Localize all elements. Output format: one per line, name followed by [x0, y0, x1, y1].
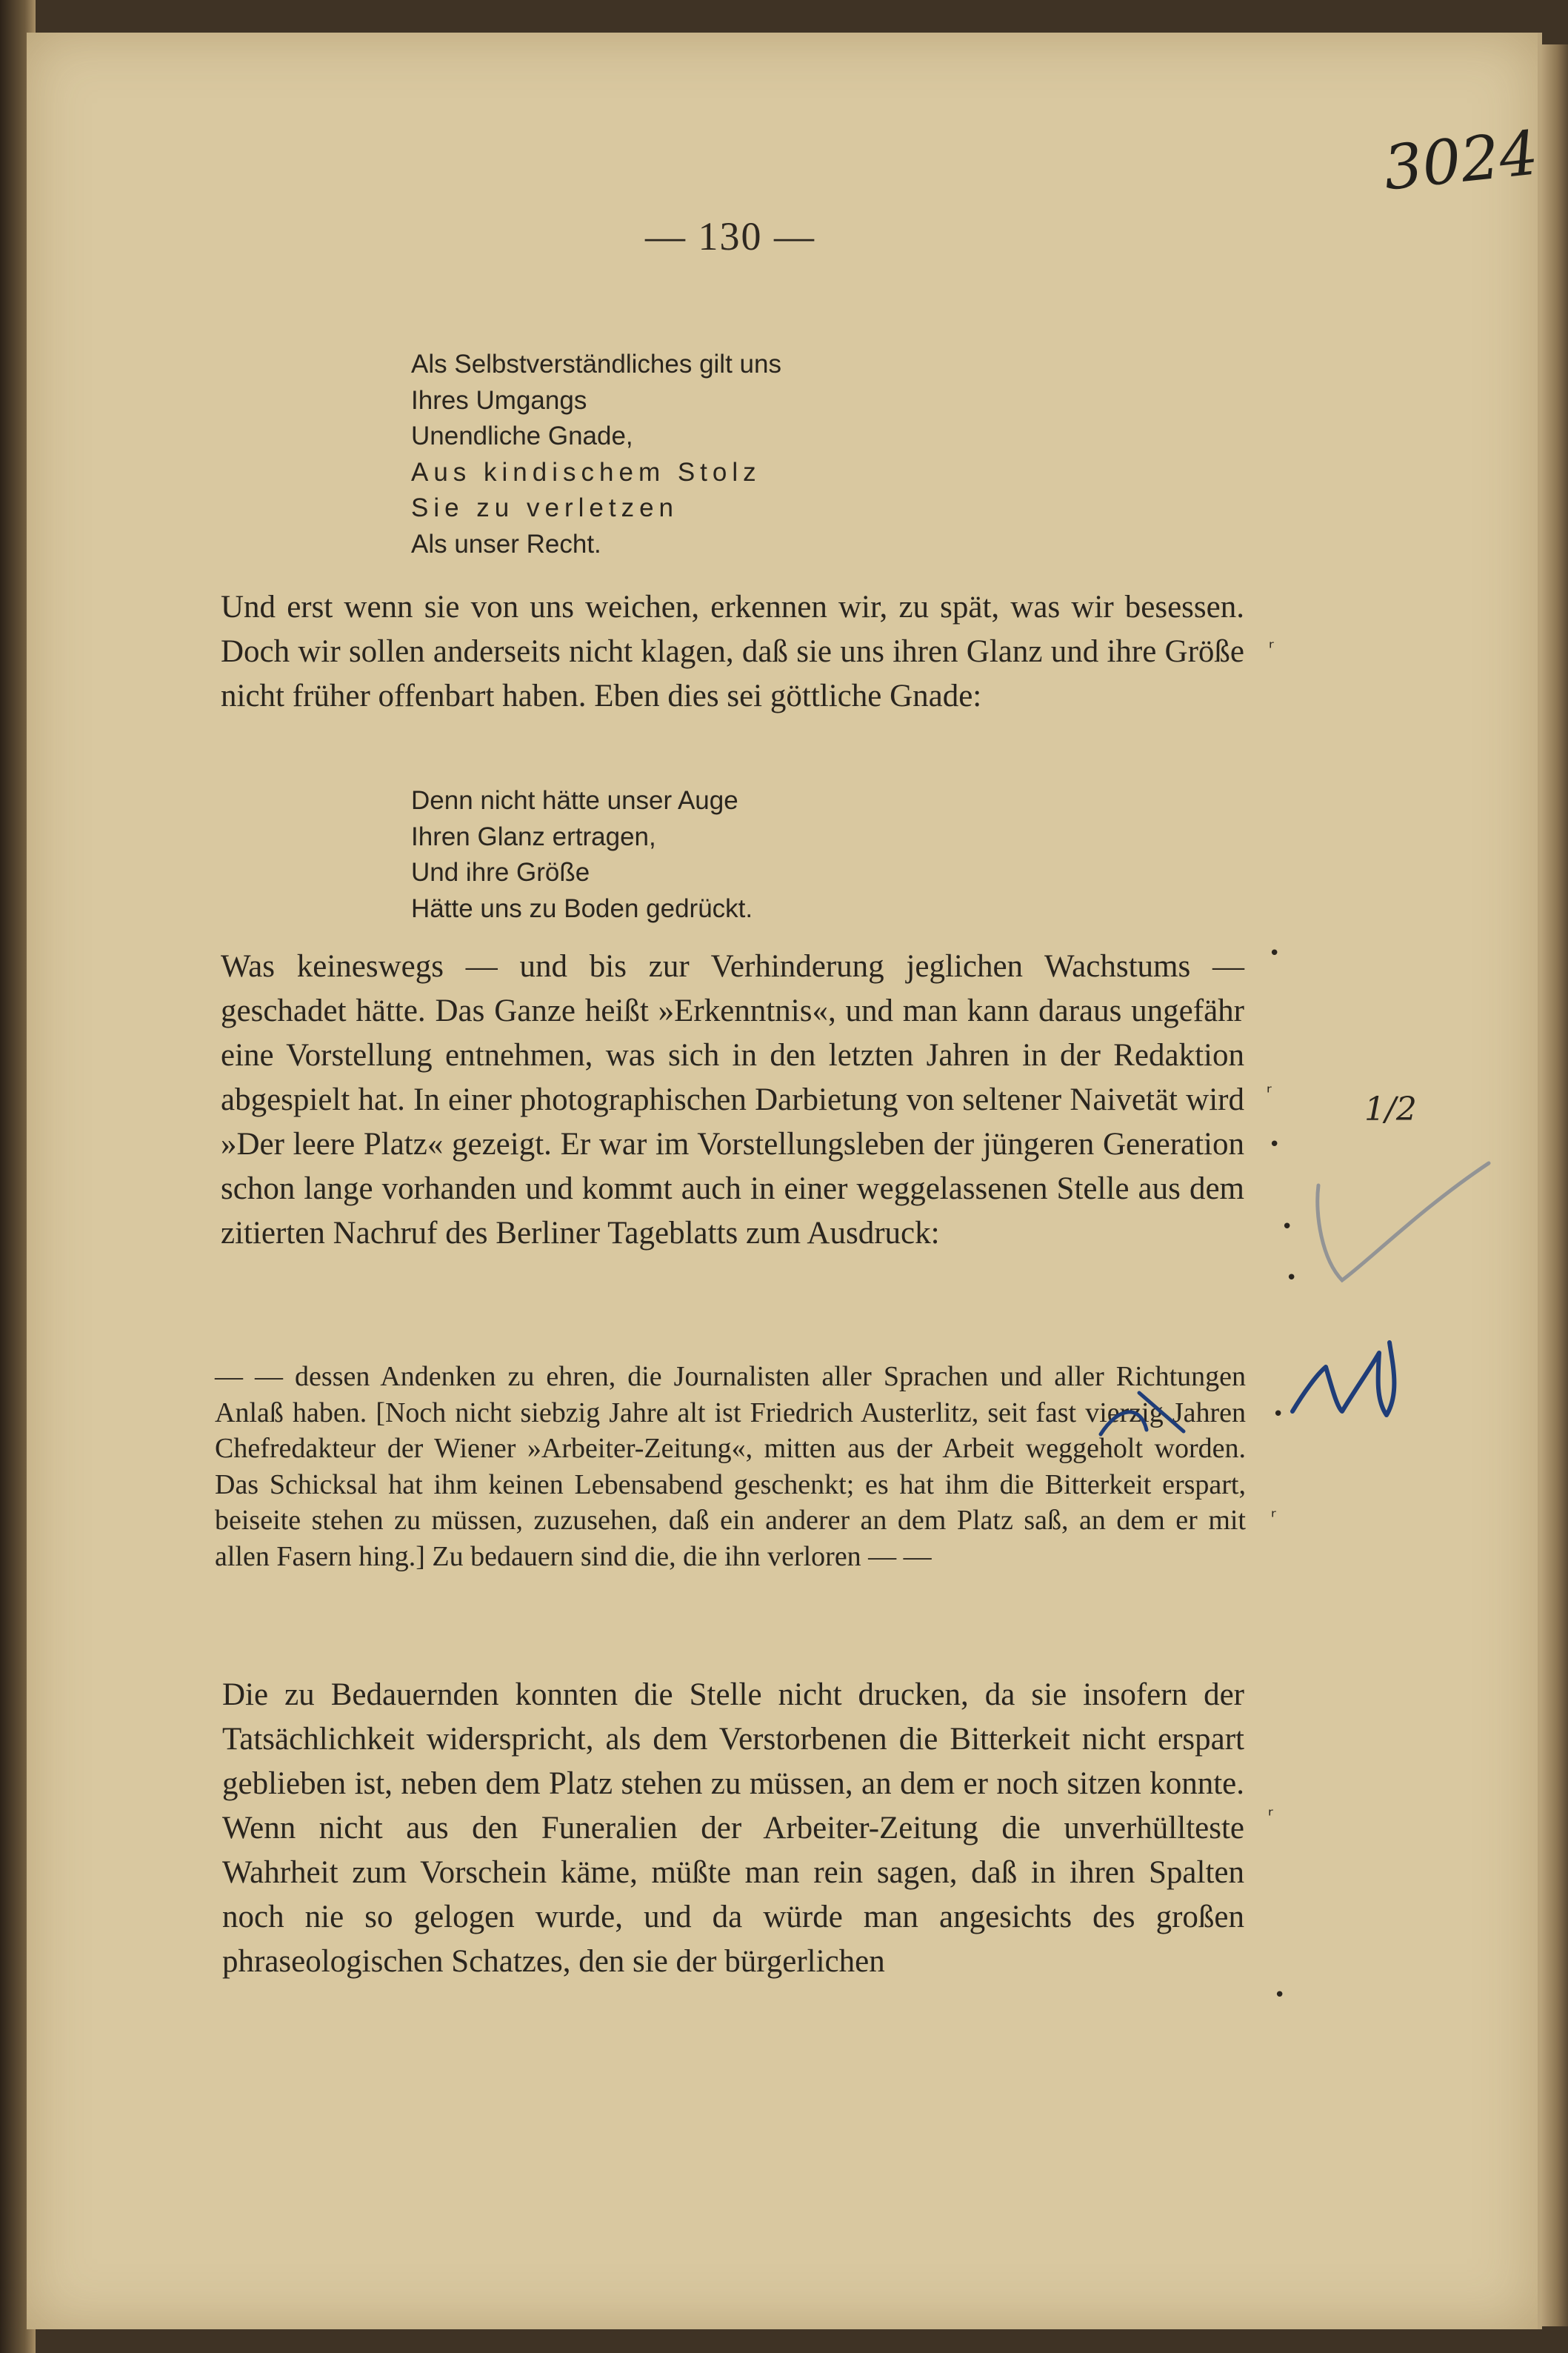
- verse-line: Unendliche Gnade,: [411, 422, 633, 450]
- verse-line: Und ihre Größe: [411, 858, 590, 887]
- handwritten-archive-number: 3024: [1380, 118, 1542, 204]
- margin-dot: •: [1269, 942, 1281, 965]
- verse-line-spaced: Sie zu verletzen: [411, 493, 679, 522]
- verse-line: Ihres Umgangs: [411, 385, 587, 415]
- margin-tick: ʳ: [1269, 637, 1274, 659]
- paragraph-1: Und erst wenn sie von uns weichen, erkennen wir, zu spät, was wir besessen. Doch wir sollen anderseits nicht klagen, daß sie uns ihren Glanz und ihre Größe nicht früher offenbart haben. Eben dies sei göttliche Gnade:: [221, 590, 1244, 713]
- margin-tick: ʳ: [1271, 1506, 1276, 1528]
- verse-line: Als Selbstverständliches gilt uns: [411, 350, 781, 379]
- verse-line: Als unser Recht.: [411, 529, 601, 559]
- verse-line: Hätte uns zu Boden gedrückt.: [411, 893, 753, 923]
- pen-checkmark: [1318, 1163, 1489, 1280]
- verse-line: Ihren Glanz ertragen,: [411, 822, 656, 851]
- handwritten-margin-note: 1/2: [1364, 1091, 1417, 1128]
- paragraph-2: Was keineswegs — und bis zur Verhinderung jeglichen Wachstums — geschadet hätte. Das Ganze heißt »Erkenntnis«, und man kann daraus ungefähr eine Vorstellung entnehmen, was sich in den letzten Jahren in der Redaktion abgespielt hat. In einer photographischen Darbietung von seltener Naivetät wird »Der leere Platz« gezeigt. Er war im Vorstellungsleben der jüngeren Generation schon lange vorhanden und kommt auch in einer weggelassenen Stelle aus dem zitierten Nachruf des Berliner Tageblatts zum Ausdruck:: [221, 949, 1244, 1251]
- margin-dot: •: [1269, 1134, 1281, 1156]
- margin-dot: •: [1272, 1403, 1284, 1425]
- margin-dot: •: [1286, 1267, 1298, 1289]
- pen-strike-through: [1101, 1393, 1184, 1434]
- margin-dot: •: [1274, 1984, 1286, 2006]
- quotation-block: — — dessen Andenken zu ehren, die Journalisten aller Sprachen und aller Richtungen Anlaß haben. [Noch nicht siebzig Jahre alt ist Friedrich Austerlitz, seit fast vierzig Jahren Chefredakteur der Wiener »Arbeiter-Zeitung«, mitten aus der Arbeit weggeholt worden. Das Schicksal hat ihm keinen Lebensabend geschenkt; es hat ihm die Bitterkeit erspart, beiseite stehen zu müssen, zuzusehen, daß ein anderer an dem Platz saß, an dem er mit allen Fasern hing.] Zu bedauern sind die, die ihn verloren — —: [215, 1361, 1246, 1572]
- paragraph-3: Die zu Bedauernden konnten die Stelle nicht drucken, da sie insofern der Tatsächlichkeit widerspricht, als dem Verstorbenen die Bitterkeit nicht erspart geblieben ist, neben dem Platz stehen zu müssen, an dem er noch sitzen konnte. Wenn nicht aus den Funeralien der Arbeiter-Zeitung die unverhüllteste Wahrheit zum Vorschein käme, müßte man rein sagen, daß in ihren Spalten noch nie so gelogen wurde, und da würde man angesichts des großen phraseologischen Schatzes, den sie der bürgerlichen: [222, 1677, 1244, 1979]
- pen-deletion-mark: [1292, 1342, 1394, 1415]
- margin-tick: ʳ: [1268, 1805, 1273, 1827]
- margin-dot: •: [1281, 1216, 1293, 1238]
- page-number: — 130 —: [645, 214, 815, 259]
- verse-line-spaced: Aus kindischem Stolz: [411, 457, 761, 487]
- verse-line: Denn nicht hätte unser Auge: [411, 786, 738, 815]
- margin-tick: ʳ: [1267, 1082, 1272, 1104]
